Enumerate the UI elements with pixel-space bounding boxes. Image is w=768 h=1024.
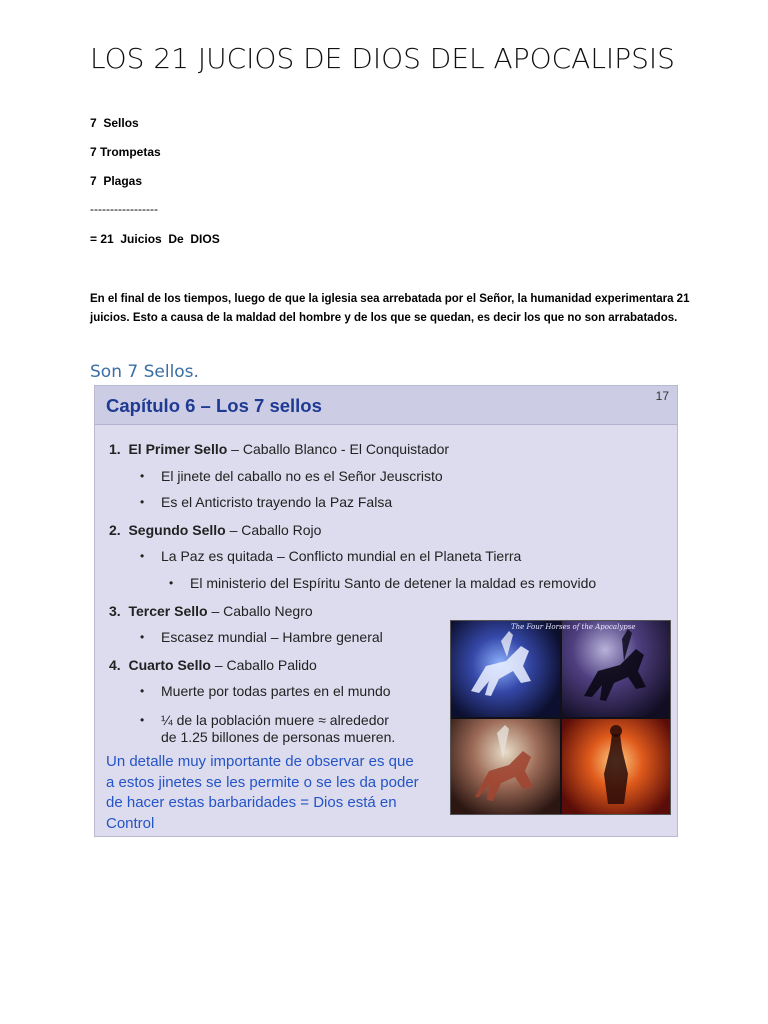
horse-silhouette-icon — [451, 621, 559, 716]
intro-paragraph: En el final de los tiempos, luego de que la iglesia sea arrebatada por el Señor, la humanidad experimentara 21 juicios. Esto a causa de la maldad del hombre y de los que se quedan, es decir los que no son arrabatados. — [90, 293, 690, 324]
white-horse-panel — [451, 621, 560, 717]
seal-name: El Primer Sello — [128, 441, 228, 457]
bullet-dot: • — [169, 576, 174, 590]
seal-desc: – Caballo Blanco - El Conquistador — [227, 441, 450, 457]
seal-4-bullet-1: Muerte por todas partes en el mundo — [161, 683, 391, 699]
seal-3-heading — [109, 603, 313, 619]
slide-header — [95, 386, 677, 425]
seal-4-bullet-2: ¼ de la población muere ≈ alrededor — [161, 712, 389, 728]
seal-desc: – Caballo Negro — [207, 603, 313, 619]
bullet-dot: • — [140, 469, 145, 483]
list-total: = 21 Juicios De DIOS — [90, 232, 220, 246]
seal-2-bullet-2: El ministerio del Espíritu Santo de detener la maldad es removido — [190, 575, 597, 591]
page-title: LOS 21 JUCIOS DE DIOS DEL APOCALIPSIS — [90, 42, 675, 75]
seal-name: Cuarto Sello — [128, 657, 211, 673]
seal-number: 4. — [109, 657, 121, 673]
horse-silhouette-icon — [451, 719, 559, 814]
horse-silhouette-icon — [562, 621, 670, 716]
seal-desc: – Caballo Rojo — [225, 522, 322, 538]
slide-image — [94, 385, 678, 837]
bullet-dot: • — [140, 630, 145, 644]
red-horse-panel — [562, 719, 671, 815]
seal-number: 3. — [109, 603, 121, 619]
list-item-sellos: 7 Sellos — [90, 116, 139, 130]
image-caption: The Four Horses of the Apocalypse — [511, 623, 636, 631]
seal-4-heading — [109, 657, 317, 673]
slide-page-number: 17 — [655, 389, 669, 403]
bullet-dot: • — [140, 713, 145, 727]
black-horse-panel — [562, 621, 671, 717]
pale-horse-panel — [451, 719, 560, 815]
seal-3-bullet-1: Escasez mundial – Hambre general — [161, 629, 383, 645]
list-item-trompetas: 7 Trompetas — [90, 145, 161, 159]
seal-1-bullet-2: Es el Anticristo trayendo la Paz Falsa — [161, 494, 393, 510]
seal-2-bullet-1: La Paz es quitada – Conflicto mundial en el Planeta Tierra — [161, 548, 522, 564]
seal-1-heading — [109, 441, 449, 457]
list-item-plagas: 7 Plagas — [90, 174, 143, 188]
section-heading: Son 7 Sellos. — [90, 362, 199, 382]
bullet-dot: • — [140, 495, 145, 509]
seal-number: 2. — [109, 522, 121, 538]
slide-title: Capítulo 6 – Los 7 sellos — [106, 395, 322, 416]
seal-4-bullet-2-cont: de 1.25 billones de personas mueren. — [161, 729, 396, 745]
seal-1-bullet-1: El jinete del caballo no es el Señor Jeuscristo — [161, 468, 443, 484]
bullet-dot: • — [140, 549, 145, 563]
list-divider: ----------------- — [90, 202, 158, 216]
seal-name: Tercer Sello — [128, 603, 208, 619]
figure-silhouette-icon — [562, 719, 670, 814]
bullet-dot: • — [140, 684, 145, 698]
seal-number: 1. — [109, 441, 121, 457]
seal-2-heading — [109, 522, 321, 538]
seal-name: Segundo Sello — [128, 522, 226, 538]
four-horsemen-image — [450, 620, 671, 815]
slide-callout: Un detalle muy importante de observar es que a estos jinetes se les permite o se les da poder de hacer estas barbaridades = Dios está en Control — [106, 753, 419, 832]
seal-desc: – Caballo Palido — [210, 657, 317, 673]
